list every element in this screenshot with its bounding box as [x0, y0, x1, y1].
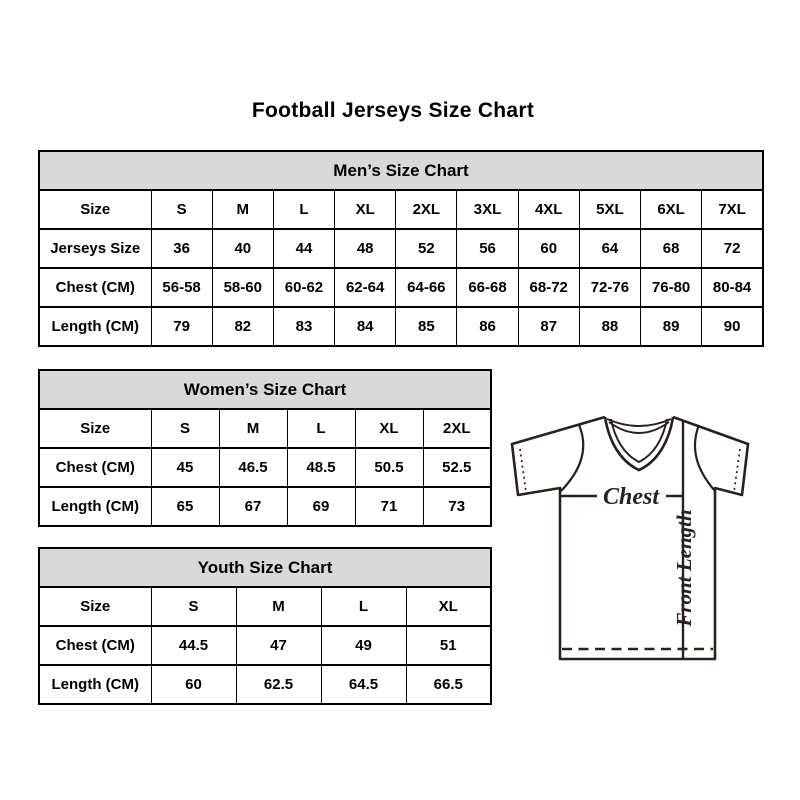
table-row [39, 487, 491, 526]
size-cell: 66-68 [457, 268, 518, 307]
size-cell: M [212, 190, 273, 229]
row-label: Length (CM) [39, 307, 151, 346]
size-cell: 62.5 [236, 665, 321, 704]
size-cell: 68-72 [518, 268, 579, 307]
size-cell: 56 [457, 229, 518, 268]
size-cell: 52.5 [423, 448, 491, 487]
size-cell: 88 [579, 307, 640, 346]
collar-back-arc [607, 419, 671, 426]
size-cell: 85 [396, 307, 457, 346]
left-cuff-stitch [520, 449, 526, 492]
size-cell: 68 [641, 229, 702, 268]
chest-label: Chest [602, 484, 660, 510]
size-cell: 60-62 [273, 268, 334, 307]
size-cell: 58-60 [212, 268, 273, 307]
size-cell: 50.5 [355, 448, 423, 487]
table-row [39, 587, 491, 626]
left-armhole-seam [561, 425, 583, 491]
size-cell: L [321, 587, 406, 626]
row-label: Jerseys Size [39, 229, 151, 268]
size-cell: 67 [219, 487, 287, 526]
size-cell: 2XL [396, 190, 457, 229]
table-header-row [39, 370, 491, 409]
size-cell: 64.5 [321, 665, 406, 704]
jersey-icon [500, 406, 766, 672]
size-cell: 60 [151, 665, 236, 704]
size-cell: 56-58 [151, 268, 212, 307]
table-row [39, 268, 763, 307]
size-cell: XL [335, 190, 396, 229]
size-cell: L [287, 409, 355, 448]
size-cell: 52 [396, 229, 457, 268]
front-length-label: Front Length [672, 509, 696, 627]
row-label: Length (CM) [39, 665, 151, 704]
size-cell: 49 [321, 626, 406, 665]
table-header-row [39, 548, 491, 587]
table-row [39, 190, 763, 229]
size-cell: S [151, 190, 212, 229]
size-cell: 76-80 [641, 268, 702, 307]
size-cell: 89 [641, 307, 702, 346]
row-label: Size [39, 409, 151, 448]
size-cell: 69 [287, 487, 355, 526]
size-cell: 44 [273, 229, 334, 268]
mens-size-table [38, 150, 764, 347]
size-cell: S [151, 409, 219, 448]
row-label: Size [39, 190, 151, 229]
size-cell: 64 [579, 229, 640, 268]
table-row [39, 307, 763, 346]
size-cell: 90 [702, 307, 763, 346]
size-cell: 73 [423, 487, 491, 526]
size-cell: 5XL [579, 190, 640, 229]
table-row [39, 665, 491, 704]
size-cell: 87 [518, 307, 579, 346]
size-cell: S [151, 587, 236, 626]
jersey-outline [512, 417, 748, 659]
size-cell: 46.5 [219, 448, 287, 487]
right-armhole-seam [695, 425, 715, 491]
table-title: Youth Size Chart [39, 548, 491, 587]
size-cell: 79 [151, 307, 212, 346]
size-cell: 47 [236, 626, 321, 665]
size-cell: 83 [273, 307, 334, 346]
right-cuff-stitch [734, 449, 740, 492]
size-cell: 82 [212, 307, 273, 346]
size-cell: 4XL [518, 190, 579, 229]
youth-size-table [38, 547, 492, 705]
row-label: Size [39, 587, 151, 626]
table-row [39, 626, 491, 665]
row-label: Length (CM) [39, 487, 151, 526]
table-title: Men’s Size Chart [39, 151, 763, 190]
size-cell: 45 [151, 448, 219, 487]
size-cell: 86 [457, 307, 518, 346]
table-title: Women’s Size Chart [39, 370, 491, 409]
size-cell: M [219, 409, 287, 448]
table-header-row [39, 151, 763, 190]
size-cell: 44.5 [151, 626, 236, 665]
size-cell: 62-64 [335, 268, 396, 307]
size-cell: 80-84 [702, 268, 763, 307]
size-cell: 66.5 [406, 665, 491, 704]
womens-size-table [38, 369, 492, 527]
size-cell: 40 [212, 229, 273, 268]
size-cell: 71 [355, 487, 423, 526]
row-label: Chest (CM) [39, 626, 151, 665]
size-cell: 72 [702, 229, 763, 268]
size-cell: XL [406, 587, 491, 626]
size-cell: 7XL [702, 190, 763, 229]
size-cell: 84 [335, 307, 396, 346]
table-row [39, 229, 763, 268]
size-cell: 48 [335, 229, 396, 268]
table-row [39, 448, 491, 487]
row-label: Chest (CM) [39, 448, 151, 487]
page-title: Football Jerseys Size Chart [251, 99, 535, 122]
size-cell: 64-66 [396, 268, 457, 307]
size-cell: 2XL [423, 409, 491, 448]
jersey-measurement-diagram [500, 406, 766, 672]
size-cell: 65 [151, 487, 219, 526]
size-cell: 72-76 [579, 268, 640, 307]
row-label: Chest (CM) [39, 268, 151, 307]
size-cell: M [236, 587, 321, 626]
size-cell: XL [355, 409, 423, 448]
size-cell: 36 [151, 229, 212, 268]
size-cell: 3XL [457, 190, 518, 229]
size-cell: 6XL [641, 190, 702, 229]
size-cell: L [273, 190, 334, 229]
table-row [39, 409, 491, 448]
size-cell: 60 [518, 229, 579, 268]
size-cell: 48.5 [287, 448, 355, 487]
size-cell: 51 [406, 626, 491, 665]
